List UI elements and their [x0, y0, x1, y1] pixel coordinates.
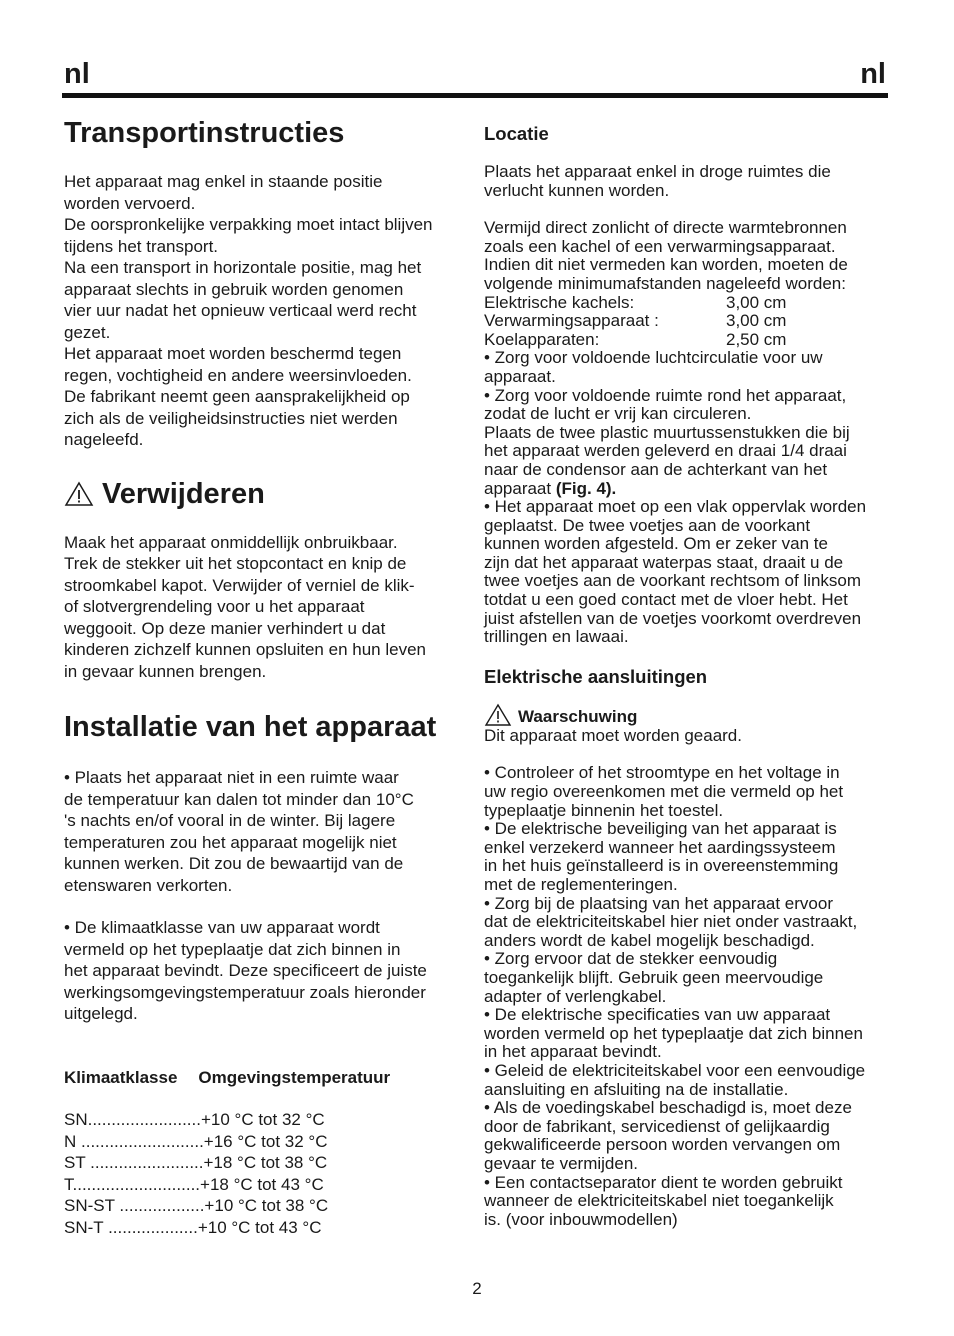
header-language-right: nl — [860, 58, 886, 90]
distance-label: Verwarmingsapparaat : — [484, 311, 659, 331]
remove-text: Maak het apparaat onmiddellijk onbruikbaar. Trek de stekker uit het stopcontact en knip de stroomkabel kapot. Verwijder of verniel de klik- of slotvergrendeling voor u het apparaat weggooit. Op deze manier verhindert u dat kinderen zichzelf kunnen opsluiten en hun leven in gevaar kunnen brengen. — [64, 532, 426, 681]
left-column — [64, 115, 464, 1238]
page-number: 2 — [472, 1279, 482, 1298]
location-p3 — [484, 349, 898, 498]
electric-title: Elektrische aansluitingen — [484, 665, 708, 687]
location-p3-text: • Zorg voor voldoende luchtcirculatie voor uw apparaat. • Zorg voor voldoende ruimte rond het apparaat, zodat de lucht er vrij kan circuleren. Plaats de twee plastic muurtussenstukken die bij het apparaat werden geleverd en draai 1/4 draai naar de condensor aan de achterkant van het apparaat — [484, 348, 850, 498]
warning-text: Dit apparaat moet worden geaard. — [484, 725, 742, 745]
distance-value: 2,50 cm — [726, 329, 787, 349]
remove-heading — [64, 476, 464, 512]
climate-row: SN-T ...................+10 °C tot 43 °C — [64, 1217, 322, 1237]
transport-title: Transportinstructies — [64, 117, 345, 149]
electric-text: • Controleer of het stroomtype en het voltage in uw regio overeenkomen met die vermeld op het typeplaatje binnenin het toestel. • De elektrische beveiliging van het apparaat is enkel verzekerd wanneer het aardingssysteem in het huis geïnstalleerd is in overeenstemming met de reglementeringen. • Zorg bij de plaatsing van het apparaat ervoor dat de elektriciteitskabel hier niet onder vastraakt, anders wordt de kabel mogelijk beschadigd. • Zorg ervoor dat de stekker eenvoudig toegankelijk blijft. Gebruik geen meervoudige adapter of verlengkabel. • De elektrische specificaties van uw apparaat worden vermeld op het typeplaatje dat zich binnen in het apparaat bevindt. • Geleid de elektriciteitskabel voor een eenvoudige aansluiting en afsluiting na de installatie. • Als de voedingskabel beschadigd is, moet deze door de fabrikant, servicedienst of gelijkaardig gekwalificeerde persoon worden vervangen om gevaar te vermijden. • Een contactseparator dient te worden gebruikt wanneer de elektriciteitskabel niet toegankelijk is. (voor inbouwmodellen) — [484, 763, 866, 1229]
transport-text: Het apparaat mag enkel in staande positie worden vervoerd. De oorspronkelijke verpakking moet intact blijven tijdens het transport. Na een transport in horizontale positie, mag het apparaat slechts in gebruik worden genomen vier uur nadat het opnieuw verticaal werd recht gezet. Het apparaat moet worden beschermd tegen regen, vochtigheid en andere weersinvloeden. De fabrikant neemt geen aansprakelijkheid op zich als de veiligheidsinstructies niet werden nageleefd. — [64, 172, 433, 449]
install-title: Installatie van het apparaat — [64, 711, 437, 743]
climate-header-temp: Omgevingstemperatuur — [198, 1067, 391, 1087]
climate-row: ST ........................+18 °C tot 38 °C — [64, 1153, 328, 1172]
climate-table-header — [64, 1067, 464, 1089]
warning-triangle-icon — [484, 703, 512, 727]
fig-reference: (Fig. 4). — [555, 478, 617, 498]
header-language-left: nl — [64, 58, 90, 90]
install-bullet-2: • De klimaatklasse van uw apparaat wordt vermeld op het typeplaatje dat zich binnen in het apparaat bevindt. Deze specificeert de juiste werkingsomgevingstemperatuur zoals hieronder uitgelegd. — [64, 918, 427, 1023]
install-bullet-1: • Plaats het apparaat niet in een ruimte waar de temperatuur kan dalen tot minder dan 10°C 's nachts en/of vooral in de winter. Bij lagere temperaturen zou het apparaat mogelijk niet kunnen werken. Dit zou de bewaartijd van de etenswaren verkorten. — [64, 768, 414, 895]
climate-row: N ..........................+16 °C tot 32 °C — [64, 1131, 328, 1151]
climate-row: SN........................+10 °C tot 32 °C — [64, 1110, 325, 1129]
remove-title: Verwijderen — [102, 477, 265, 510]
location-p2: Vermijd direct zonlicht of directe warmtebronnen zoals een kachel of een verwarmingsapparaat. Indien dit niet vermeden kan worden, moeten de volgende minimumafstanden nageleefd worden: — [484, 218, 848, 293]
header-rule — [62, 93, 888, 98]
distance-row — [484, 312, 898, 331]
location-title: Locatie — [484, 123, 549, 144]
warning-triangle-icon — [64, 481, 94, 507]
warning-block — [484, 703, 898, 727]
climate-header-class: Klimaatklasse — [64, 1067, 178, 1087]
location-p1: Plaats het apparaat enkel in droge ruimtes die verlucht kunnen worden. — [484, 162, 831, 200]
right-column — [484, 122, 898, 1229]
location-p4: • Het apparaat moet op een vlak oppervlak worden geplaatst. De twee voetjes aan de voorkant kunnen worden afgesteld. Om er zeker van te zijn dat het apparaat waterpas staat, draait u de twee voetjes aan de voorkant rechtsom of linksom totdat u een goed contact met de vloer hebt. Het juist afstellen van de voetjes voorkomt overdreven trillingen en lawaai. — [484, 497, 867, 647]
distance-table — [484, 294, 898, 350]
climate-table — [64, 1109, 464, 1238]
warning-label: Waarschuwing — [518, 707, 638, 727]
distance-value: 3,00 cm — [726, 311, 787, 331]
climate-row: SN-ST ..................+10 °C tot 38 °C — [64, 1196, 329, 1215]
distance-label: Koelapparaten: — [484, 329, 600, 349]
climate-row: T...........................+18 °C tot 43 °C — [64, 1174, 324, 1194]
distance-label: Elektrische kachels: — [484, 292, 635, 312]
distance-row — [484, 331, 898, 350]
distance-value: 3,00 cm — [726, 292, 787, 312]
distance-row — [484, 294, 898, 313]
